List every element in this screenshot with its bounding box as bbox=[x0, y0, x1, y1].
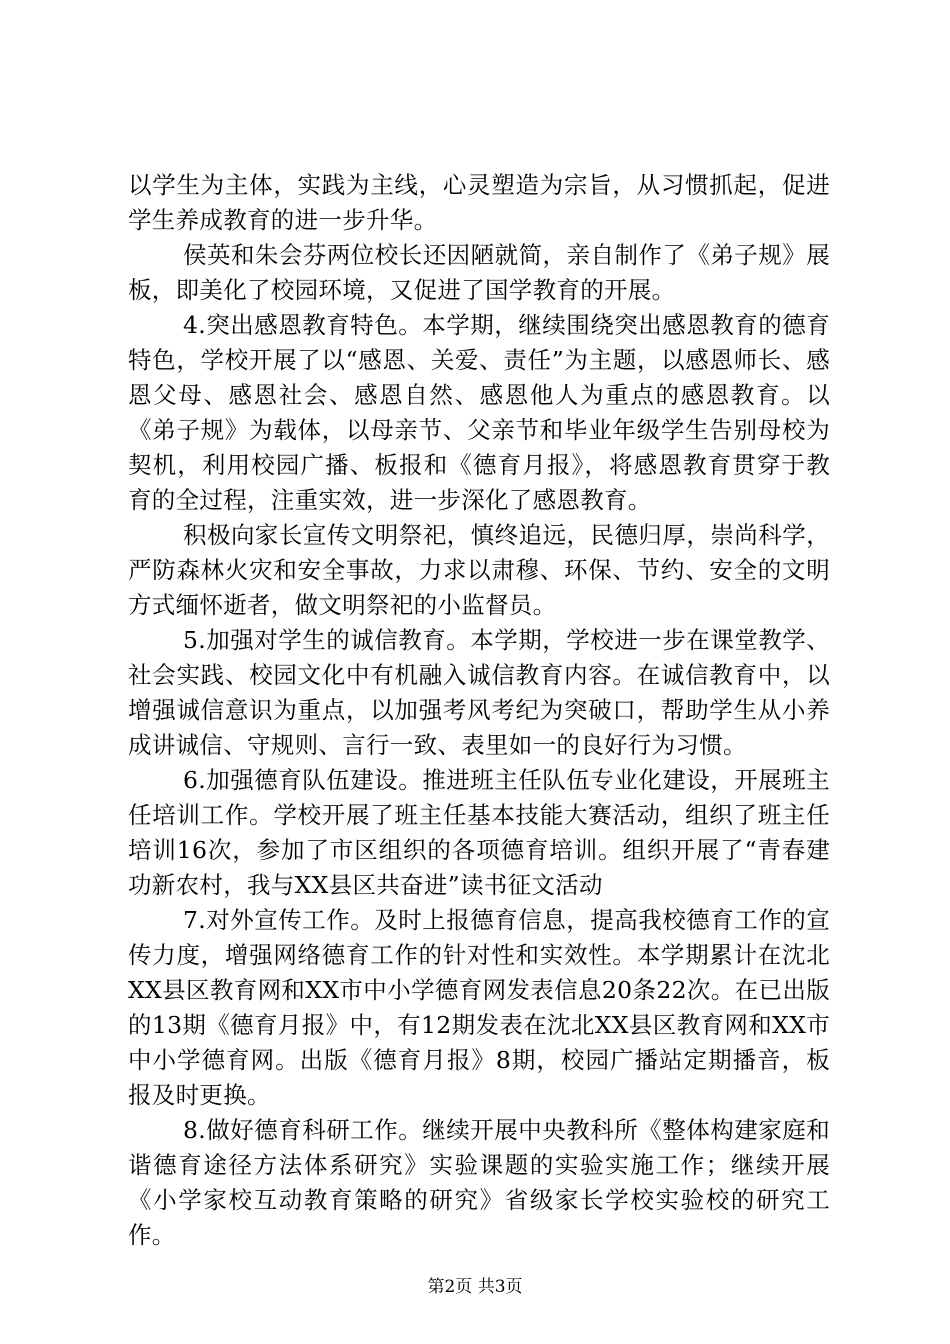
paragraph-3: 4.突出感恩教育特色。本学期，继续围绕突出感恩教育的德育特色，学校开展了以“感恩、关爱、责任”为主题，以感恩师长、感恩父母、感恩社会、感恩自然、感恩他人为重点的感恩教育。以《弟子规》为载体，以母亲节、父亲节和毕业年级学生告别母校为契机，利用校园广播、板报和《德育月报》，将感恩教育贯穿于教育的全过程，注重实效，进一步深化了感恩教育。 bbox=[128, 311, 830, 514]
paragraph-2: 侯英和朱会芬两位校长还因陋就简，亲自制作了《弟子规》展板，即美化了校园环境，又促进了国学教育的开展。 bbox=[128, 241, 830, 304]
paragraph-1: 以学生为主体，实践为主线，心灵塑造为宗旨，从习惯抓起，促进学生养成教育的进一步升华。 bbox=[128, 171, 830, 234]
paragraph-6: 6.加强德育队伍建设。推进班主任队伍专业化建设，开展班主任培训工作。学校开展了班主任基本技能大赛活动，组织了班主任培训16次，参加了市区组织的各项德育培训。组织开展了“青春建功新农村，我与XX县区共奋进”读书征文活动 bbox=[128, 766, 830, 899]
page-number-footer: 第2页 共3页 bbox=[427, 1277, 523, 1297]
paragraph-5: 5.加强对学生的诚信教育。本学期，学校进一步在课堂教学、社会实践、校园文化中有机融入诚信教育内容。在诚信教育中，以增强诚信意识为重点，以加强考风考纪为突破口，帮助学生从小养成讲诚信、守规则、言行一致、表里如一的良好行为习惯。 bbox=[128, 626, 830, 759]
document-body bbox=[128, 168, 830, 1253]
paragraph-7: 7.对外宣传工作。及时上报德育信息，提高我校德育工作的宣传力度，增强网络德育工作的针对性和实效性。本学期累计在沈北XX县区教育网和XX市中小学德育网发表信息20条22次。在已出版的13期《德育月报》中，有12期发表在沈北XX县区教育网和XX市中小学德育网。出版《德育月报》8期，校园广播站定期播音，板报及时更换。 bbox=[128, 906, 830, 1109]
paragraph-4: 积极向家长宣传文明祭祀，慎终追远，民德归厚，崇尚科学，严防森林火灾和安全事故，力求以肃穆、环保、节约、安全的文明方式缅怀逝者，做文明祭祀的小监督员。 bbox=[128, 521, 830, 619]
paragraph-8: 8.做好德育科研工作。继续开展中央教科所《整体构建家庭和谐德育途径方法体系研究》实验课题的实验实施工作；继续开展《小学家校互动教育策略的研究》省级家长学校实验校的研究工作。 bbox=[128, 1116, 830, 1249]
